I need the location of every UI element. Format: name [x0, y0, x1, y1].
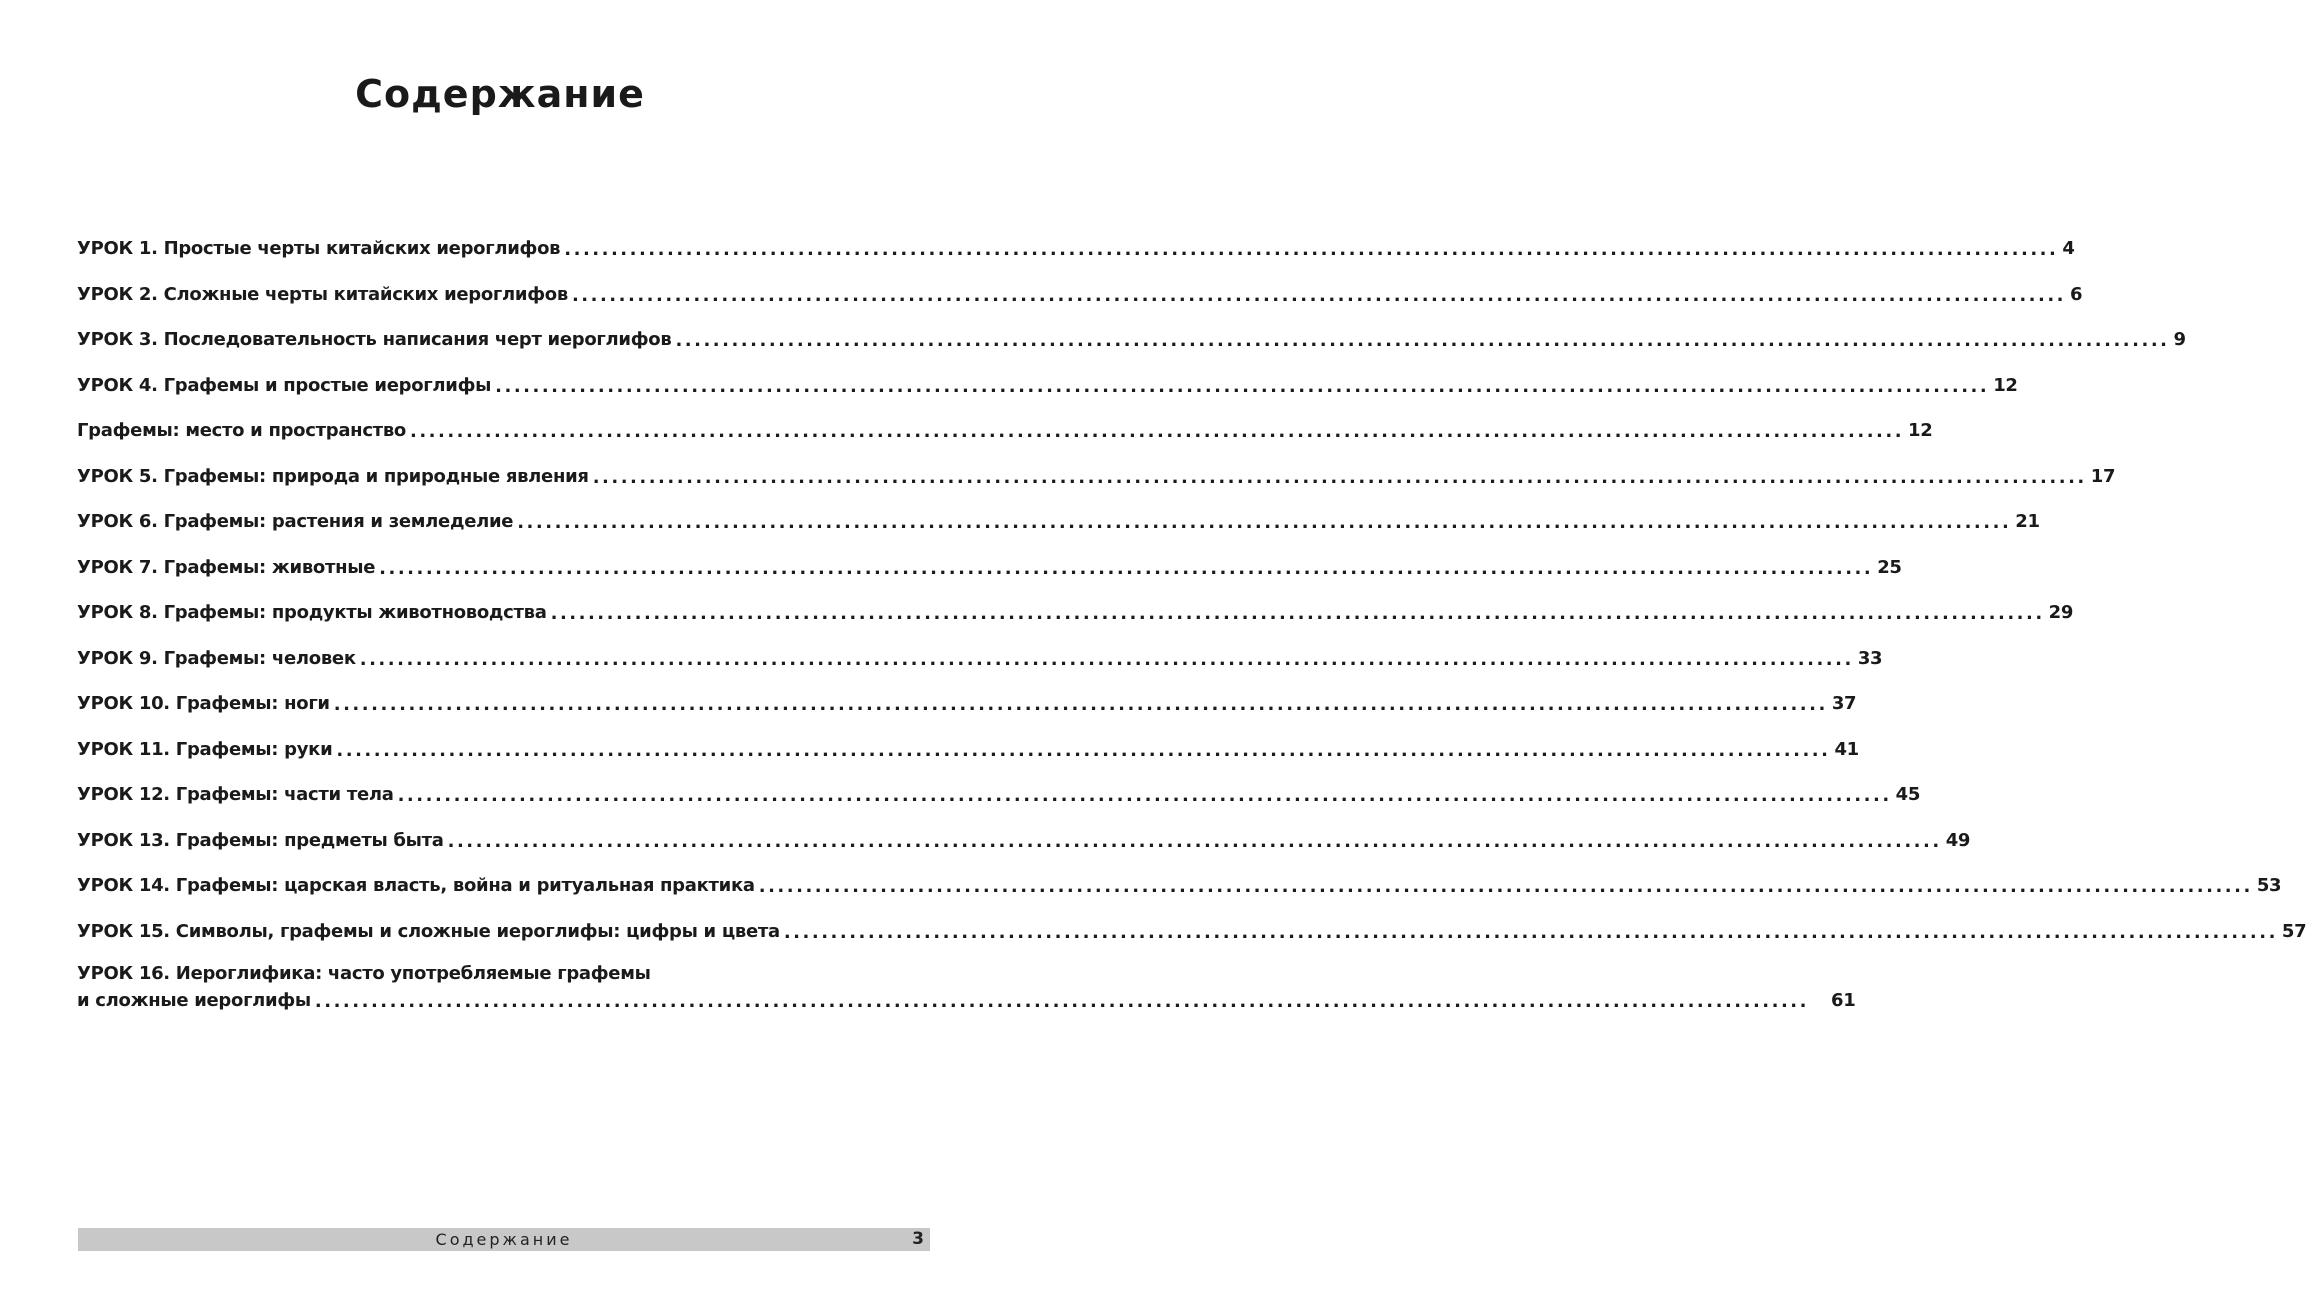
footer-section-label: Содержание: [435, 1230, 573, 1249]
toc-entry-lesson-9[interactable]: [77, 636, 1883, 682]
running-footer: [78, 1228, 930, 1251]
table-of-contents: [77, 226, 2306, 1026]
dot-leader: ................................................................................................................................................................: [571, 284, 2067, 306]
toc-entry-lesson-10[interactable]: [77, 681, 1857, 727]
dot-leader: ................................................................................................................................................................: [592, 466, 2087, 488]
toc-entry-title: УРОК 1. Простые черты китайских иероглифов: [77, 238, 561, 260]
toc-entry-title: УРОК 2. Сложные черты китайских иероглифов: [77, 283, 568, 305]
dot-leader: ................................................................................................................................................................: [517, 512, 2012, 534]
toc-entry-page: 29: [2048, 602, 2074, 624]
toc-entry-page: 6: [2070, 283, 2083, 305]
toc-entry-title-line1: УРОК 16. Иероглифика: часто употребляемые графемы: [77, 963, 651, 984]
toc-entry-title: УРОК 4. Графемы и простые иероглифы: [77, 374, 492, 396]
dot-leader: ................................................................................................................................................................: [495, 375, 1990, 397]
toc-entry-lesson-13[interactable]: [77, 818, 1971, 864]
toc-entry-lesson-16[interactable]: [77, 960, 1856, 1026]
toc-entry-lesson-3[interactable]: [77, 317, 2186, 363]
toc-entry-lesson-11[interactable]: [77, 727, 1859, 773]
toc-entry-title: УРОК 11. Графемы: руки: [77, 738, 333, 760]
toc-entry-page: 25: [1877, 556, 1902, 578]
toc-entry-lesson-12[interactable]: [77, 772, 1921, 818]
toc-entry-title: УРОК 14. Графемы: царская власть, война и ритуальная практика: [77, 875, 755, 897]
toc-entry-lesson-14[interactable]: [77, 863, 2282, 909]
dot-leader: ................................................................................................................................................................: [783, 921, 2278, 943]
toc-entry-title: Графемы: место и пространство: [77, 420, 406, 442]
dot-leader: ................................................................................................................................................................: [333, 694, 1828, 716]
toc-entry-page: 61: [1830, 990, 1856, 1011]
toc-entry-lesson-6[interactable]: [77, 499, 2040, 545]
toc-entry-page: 53: [2256, 875, 2282, 897]
toc-entry-page: 41: [1834, 738, 1859, 760]
toc-entry-page: 9: [2173, 329, 2186, 351]
toc-entry-page: 21: [2015, 511, 2040, 533]
toc-entry-page: 37: [1831, 693, 1857, 715]
dot-leader: ................................................................................................................................................................: [359, 648, 1854, 670]
toc-entry-title: УРОК 13. Графемы: предметы быта: [77, 829, 444, 851]
toc-entry-title: УРОК 3. Последовательность написания черт иероглифов: [77, 329, 672, 351]
toc-entry-lesson-15[interactable]: [77, 909, 2306, 955]
toc-entry-second-line: [77, 987, 1856, 1014]
toc-entry-lesson-1[interactable]: [77, 226, 2075, 272]
toc-entry-title: УРОК 5. Графемы: природа и природные явления: [77, 465, 589, 487]
toc-entry-page: 17: [2090, 465, 2116, 487]
dot-leader: ................................................................................................................................................................: [564, 239, 2059, 261]
dot-leader: ................................................................................................................................................................: [409, 421, 1905, 443]
toc-entry-title: УРОК 9. Графемы: человек: [77, 647, 356, 669]
toc-entry-title: УРОК 8. Графемы: продукты животноводства: [77, 602, 547, 624]
toc-entry-title: УРОК 12. Графемы: части тела: [77, 784, 394, 806]
toc-entry-lesson-4[interactable]: [77, 363, 2018, 409]
toc-entry-page: 57: [2281, 920, 2306, 942]
dot-leader: ................................................................................................................................................................: [336, 739, 1831, 761]
toc-entry-page: 12: [1908, 420, 1933, 442]
toc-entry-page: 12: [1993, 374, 2018, 396]
toc-entry-lesson-5[interactable]: [77, 454, 2116, 500]
toc-entry-title: УРОК 6. Графемы: растения и земледелие: [77, 511, 514, 533]
dot-leader: ................................................................................................................................................................: [550, 603, 2045, 625]
dot-leader: ................................................................................................................................................................: [675, 330, 2170, 352]
dot-leader: ................................................................................................................................................................: [758, 876, 2253, 898]
dot-leader: ................................................................................................................................................................: [397, 785, 1892, 807]
toc-entry-lesson-2[interactable]: [77, 272, 2083, 318]
toc-entry-page: 33: [1857, 647, 1883, 669]
toc-entry-page: 49: [1945, 829, 1971, 851]
toc-entry-page: 45: [1895, 784, 1921, 806]
toc-entry-title: УРОК 15. Символы, графемы и сложные иероглифы: цифры и цвета: [77, 920, 780, 942]
toc-entry-title: УРОК 7. Графемы: животные: [77, 556, 376, 578]
toc-entry-lesson-8[interactable]: [77, 590, 2074, 636]
dot-leader: ................................................................................................................................................................: [447, 830, 1942, 852]
toc-entry-page: 4: [2062, 238, 2075, 260]
toc-entry-subsection[interactable]: [77, 408, 1933, 454]
toc-entry-title-line2: и сложные иероглифы: [77, 990, 311, 1011]
dot-leader: ................................................................................................................................................................: [379, 557, 1874, 579]
footer-page-number: 3: [912, 1229, 924, 1249]
dot-leader: ................................................................................................................................................................: [314, 991, 1809, 1012]
page-title: Содержание: [355, 72, 645, 116]
toc-entry-title: УРОК 10. Графемы: ноги: [77, 693, 330, 715]
toc-entry-lesson-7[interactable]: [77, 545, 1902, 591]
